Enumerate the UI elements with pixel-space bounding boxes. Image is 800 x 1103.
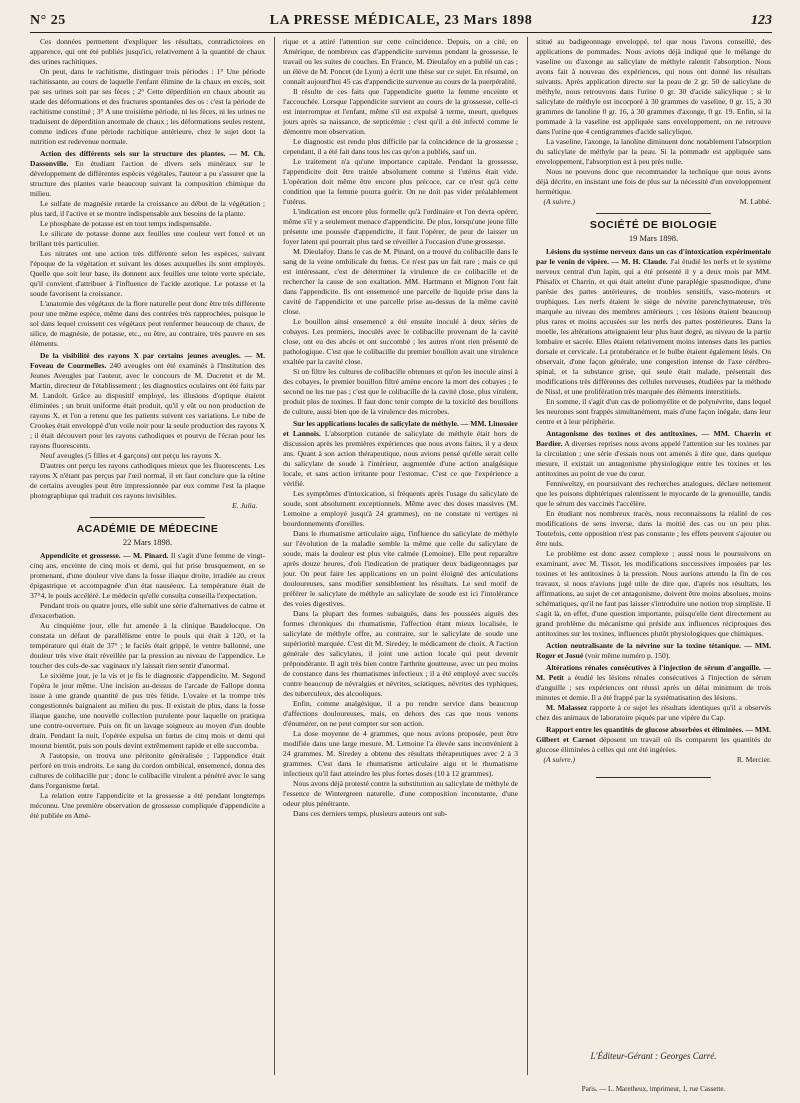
paragraph: En étudiant nos nombreux tracés, nous reconnaissons la réalité de ces modifications de sens inverse, dans la moitié des cas ou un peu plus. Toutefois, cette opposition n'est pas constante ; les effets peuvent s'ajouter ou être nuls.	[536, 509, 771, 548]
journal-title: LA PRESSE MÉDICALE, 23 Mars 1898	[269, 13, 533, 28]
to-be-continued: (A suivre.)	[543, 197, 575, 206]
article-text: En étudiant l'action de divers sels minéraux sur le développement de différentes espèces végétales, l'auteur a pu s'assurer que la structure des plantes varie beaucoup suivant la composition chimique du milieu.	[30, 159, 265, 198]
article-title: Action des différents sels sur la structure des plantes. — M. Ch. Dassonville.	[30, 149, 265, 168]
signature: R. Mercier.	[736, 755, 771, 764]
paragraph: L'indication est encore plus formelle qu'à l'ordinaire et l'on devra opérer, même s'il y a seulement menace d'appendicite. De plus, lorsqu'une jeune fille présente une poussée d'appendicite, il faut l'opérer, de peur de laisser un foyer latent qui pourrait plus tard se réveiller à l'occasion d'une grossesse.	[283, 207, 518, 246]
page-header	[30, 12, 772, 33]
paragraph: Le problème est donc assez complexe ; aussi nous le poursuivons en examinant, avec M. Tissot, les modifications successives imposées par les toxines et les antitoxines à la pression. Nous aurions attendu la fin de ces travaux, si nous n'avions jugé utile de dire que, d'après nos résultats, les affirmations, au sujet de cet antagonisme, doivent être moins absolues, moins schématiques, qu'il ne faut pas laisser s'introduire une notion trop simpliste. Il s'agit là, en effet, d'une question importante, puisqu'elle tient directement au grand problème du mécanisme qui préside aux influences réciproques des antitoxines sur les toxines, influences plutôt physiologiques que chimiques.	[536, 549, 771, 638]
paragraph: La vaseline, l'axonge, la lanoline diminuent donc notablement l'absorption du salicylate de méthyle par la peau. Si la pommade est appliquée sans enveloppement, l'absorption est à peu près nulle.	[536, 137, 771, 166]
section-rule	[90, 517, 205, 518]
paragraph: A l'autopsie, on trouva une péritonite généralisée ; l'appendice était perforé en trois endroits. Le sang du cordon ombilical, ensemencé, donna des cultures de colibacille pur ; donc le colibacille virulent a pénétré avec le sang dans l'organisme fœtal.	[30, 751, 265, 790]
article	[30, 551, 265, 601]
column-2	[283, 37, 518, 819]
section-date: 22 Mars 1898.	[122, 537, 173, 547]
paragraph: Le silicate de potasse donne aux feuilles une couleur vert foncé et un brillant très particulier.	[30, 229, 265, 248]
paragraph: Dans la plupart des formes subaiguës, dans les poussées aiguës des formes chroniques du rhumatisme, l'affection étant mieux localisée, le salicylate de méthyle offre, au contraire, sur le salicylate de soude une supériorité marquée. C'est dit M. Siredey, le médicament de choix. A l'action générale des salicylates, il joint une action locale qui peut devenir prépondérante. Il agit très bien contre l'arthrite goutteuse, avec un peu moins de constance dans les rhumatismes infectieux ; il a été employé avec succès contre beaucoup de névralgies et névrites, sciatiques, névrites des typhiques, des tuberculeux, des alcooliques.	[283, 609, 518, 698]
section-heading-society: SOCIÉTÉ DE BIOLOGIE	[589, 219, 718, 231]
section-heading-academy: ACADÉMIE DE MÉDECINE	[76, 523, 219, 535]
section-rule	[596, 213, 711, 214]
article-title: Lésions du système nerveux dans un cas d'intoxication expérimentale par le venin de vipère. — M. H. Claude.	[536, 247, 771, 266]
paragraph: La dose moyenne de 4 grammes, que nous avions proposée, peut être modifiée dans une large mesure. M. Lemoine l'a élevée sans inconvénient à 24 grammes. M. Siredey a obtenu des résultats thérapeutiques avec 2 à 3 grammes. C'est dans le rhumatisme articulaire aigu et le rhumatisme infectieux qu'il faut atteindre les plus fortes doses (10 à 12 grammes).	[283, 729, 518, 778]
article-text: déposent un travail où ils comparent les quantités de glucose éliminées à celles qui ont été ingérées.	[536, 735, 771, 754]
paragraph: Au cinquième jour, elle fut amenée à la clinique Baudelocque. On constata un défaut de parallélisme entre le pouls qui était à 120, et la température qui était de 37° ; le faciès était grippé, le ventre ballonné, une douleur très vive était réveillée par la pression au niveau de l'appendice. Le toucher des culs-de-sac vaginaux n'y laissait rien sentir d'anormal.	[30, 621, 265, 670]
article-text: (voir même numéro p. 150).	[585, 651, 671, 660]
paragraph: M. Dieulafoy. Dans le cas de M. Pinard, on a trouvé du colibacille dans le sang de la veine ombilicale du fœtus. Ce n'est pas un fait rare ; mais ce qui est intéressant, c'est de déterminer la virulence de ce colibacille et de rechercher la cause de son exaltation. MM. Hartmann et Mignon l'ont fait dans l'appendicite. Ils ont ensemencé une parcelle de liquide prise dans la cavité de l'appendicite et une parcelle prise au-dessus de la même cavité close.	[283, 247, 518, 316]
paragraph: Le bouillon ainsi ensemencé a été ensuite inoculé à deux séries de cobayes. Les premiers, inoculés avec le colibacille provenant de la cavité close, ont eu des abcès et ont succombé ; les autres n'ont rien présenté de pathologique. C'est que le colibacille du premier bouillon avait une virulence exaltée par la cavité close.	[283, 317, 518, 366]
paragraph: Si on filtre les cultures de colibacille obtenues et qu'on les inocule ainsi à des cobayes, le premier bouillon filtré amène encore la mort des cobayes ; le second ne les tue pas ; c'est que le colibacille de la cavité close, plus virulent, produit plus de toxines. Il faut donc tenir compte de la toxicité des bouillons de culture, aussi bien que de la virulence des microbes.	[283, 367, 518, 416]
article	[536, 663, 771, 703]
paragraph: En somme, il s'agit d'un cas de poliomyélite et de polynévrite, dans lequel les neurones sont frappés simultanément, mais d'une façon inégale, dans leur centre et à leur périphérie.	[536, 397, 771, 426]
paragraph: L'anatomie des végétaux de la flore naturelle peut donc être très différente pour une même espèce, même dans des contrées très rapprochées, puisque le sol dans lequel croissent ces végétaux peut renfermer beaucoup de chaux, de silice, de magnésie, de potasse, etc., ou être, au contraire, très pauvre en ses éléments.	[30, 299, 265, 348]
column-1	[30, 37, 265, 821]
paragraph: Le diagnostic est rendu plus difficile par la coïncidence de la grossesse ; cependant, il a été fait dans tous les cas qu'on a publiés, sauf un.	[283, 137, 518, 156]
paragraph: Les nitrates ont une action très différente selon les espèces, suivant l'époque de la végétation et suivant les doses auxquelles ils sont employés. Quelle que soit leur base, ils donnent aux feuilles une teinte verte spéciale, qu'il convient d'attribuer à l'influence de l'acide azotique. Le potasse et la soude favorisent la croissance.	[30, 249, 265, 298]
section-date: 19 Mars 1898.	[628, 233, 679, 243]
paragraph: Nous avons déjà protesté contre la substitution au salicylate de méthyle de l'essence de Wintergreen naturelle, d'une composition inconstante, d'une odeur plus pénétrante.	[283, 779, 518, 808]
column-divider	[274, 37, 275, 1075]
article-title: M. Malassez	[546, 703, 588, 712]
article-title: Altérations rénales consécutives à l'injection de sérum d'anguille. — M. Petit	[536, 663, 771, 682]
paragraph: Nous ne pouvons donc que recommander la technique que nous avons déjà décrite, en insistant une fois de plus sur la nécessité d'un enveloppement hermétique.	[536, 167, 771, 196]
article-title: Sur les applications locales de salicylate de méthyle. — MM. Linossier et Lannois.	[283, 419, 518, 438]
article	[536, 429, 771, 479]
article-text: rapporte à ce sujet les résultats identiques qu'il a observés chez des animaux de laboratoire piqués par une vipère du Cap.	[536, 703, 771, 722]
article-text: L'absorption cutanée de salicylate de méthyle était hors de discussion après les premières expériences que nous avons faites, il y a deux ans. Quant à son action thérapeutique, nous avions pensé qu'elle serait celle du salicylate de soude à l'intérieur, augmentée d'une action analgésique locale, et sans action irritante pour l'estomac. C'est ce que l'expérience a vérifié.	[283, 429, 518, 488]
article-text: J'ai étudié les nerfs et le système nerveux central d'un lapin, qui a été présenté il y a deux mois par MM. Phisalix et Charrin, et qui était atteint d'une paraplégie spasmodique, d'une parésie des pattes antérieures, de troubles sensitifs, vaso-moteurs et trophiques. Les nerfs étaient le siège de névrite parenchymateuse, très marquée au niveau des membres antérieurs ; ces lésions étaient beaucoup plus rares et moins accusées sur les nerfs des pattes postérieures. Dans la moelle, les altérations atteignaient leur plus haut degré, au niveau de la partie lombaire et sacrée. Elles étaient relativement moins intenses dans les parties dorsale et cervicale. La protubérance et le bulbe étaient également lésés. On observait, d'une façon générale, une congestion intense de l'axe cérébro-spinal, et la substance grise, qui seule était malade, présentait des modifications très différentes des cellules nerveuses, étudiées par la méthode de Nissl, et une prolifération très marquée des éléments interstitiels.	[536, 257, 771, 396]
article	[30, 149, 265, 199]
article	[536, 247, 771, 397]
paragraph: Le sixième jour, je la vis et je fis le diagnostic d'appendicite. M. Segond l'opéra le jour même. Une incision au-dessus de l'arcade de Fallope donna issue à une grande quantité de pus très fétide. L'ovaire et la trompe très congestionnés baignaient au milieu du pus. Il existait de plus, dans la fosse iliaque gauche, une nouvelle collection purulente pour laquelle on pratiqua une contre-ouverture. Puis on fit un lavage soigneux au moyen d'un double drain. Pendant la nuit, l'opérée expulsa un fœtus de cinq mois et demi qui mourut bientôt, puis son pouls devint extrêmement rapide et elle succomba.	[30, 671, 265, 750]
article-text: A diverses reprises nous avons appelé l'attention sur les toxines par la circulation ; une série d'essais nous ont amenés à dire que, dans quelque mesure, il existait un antagonisme physiologique entre les toxines et les antitoxines au point de vue du cœur.	[536, 439, 771, 478]
paragraph: stitué au badigeonnage enveloppé, tel que nous l'avons conseillé, des applications de pommades. Nous avions déjà indiqué que le mélange de vaseline ou d'axonge au salicylate de méthyle ralentit l'absorption. Nous avons fait à nouveau des expériences, qui nous ont donné les résultats suivants. Après application directe sur la peau de 2 gr. 50 de salicylate de méthyle, nous retrouvons dans l'urine 0 gr. 30 d'acide salicylique ; si le salicylate de méthyle est incorporé à 30 grammes de vaseline, 0 gr. 15, à 30 grammes de lanoline 0 gr. 16, à 30 grammes d'axonge, 0 gr. 19. Enfin, si la pommade à la vaseline est appliquée sans enveloppement, on ne retrouve dans l'urine que 4 centigrammes d'acide salicylique.	[536, 37, 771, 136]
article-title: Rapport entre les quantités de glucose absorbées et éliminées. — MM. Gilbert et Carnot	[536, 725, 771, 744]
paragraph: Le traitement n'a qu'une importance capitale. Pendant la grossesse, l'appendicite doit être traitée absolument comme si l'utérus était vide. L'opération doit même être encore plus précoce, car ce n'est qu'à cette condition que la femme pourra guérir. On ne doit pas vider préalablement l'utérus.	[283, 157, 518, 206]
issue-number: N° 25	[30, 13, 66, 28]
paragraph: Fenniweltzy, en poursuivant des recherches analogues, déclare nettement que les poisons diphtériques ralentissent le myocarde de la grenouille, tandis que le sérum des vaccinés l'accélère.	[536, 479, 771, 508]
signature: M. Labbé.	[739, 197, 771, 206]
section-rule	[596, 777, 711, 778]
paragraph: La relation entre l'appendicite et la grossesse a été pendant longtemps méconnu. Une première observation de grossesse compliquée d'appendicite a été publiée en Amé-	[30, 791, 265, 820]
article-title: Appendicite et grossesse. — M. Pinard.	[40, 551, 169, 560]
paragraph: On peut, dans le rachitisme, distinguer trois périodes : 1° Une période rachitissante, au cours de laquelle l'enfant élimine de la chaux en excès, soit par ses urines soit par ses fèces ; 2° Cette déperdition en chaux aboutit au stade des déformations et des fractures spontanées des os : c'est la période de rachitisme constitué ; 3° A une troisième période, ni les fèces, ni les urines ne traduisent de déperdition anormale de chaux ; les déformations seules restent, comme indices d'une période rachitique antérieure, chez le sujet dont la nutrition est redevenue normale.	[30, 67, 265, 146]
paragraph: Dans ces derniers temps, plusieurs auteurs ont sub-	[293, 809, 448, 818]
printer-line: Paris. — L. Maretheux, imprimeur, 1, rue Cassette.	[581, 1085, 726, 1093]
signature-line	[536, 755, 771, 765]
signature-line	[536, 197, 771, 207]
paragraph: Pendant trois ou quatre jours, elle subit une série d'alternatives de calme et d'exacerbation.	[30, 601, 265, 620]
article-title: De la visibilité des rayons X par certains jeunes aveugles. — M. Foveau de Courmelles.	[30, 351, 265, 370]
article	[536, 703, 771, 723]
editor-line: L'Éditeur-Gérant : Georges Carré.	[590, 1051, 717, 1061]
article-text: a étudié les lésions rénales consécutives à l'injection de sérum d'anguille ; ses expériences ont réussi après un délai minimum de trois minutes et demie. Il a été frappé par la systématisation des lésions.	[536, 673, 771, 702]
column-3	[536, 37, 771, 786]
paragraph: Dans le rhumatisme articulaire aigu, l'influence du salicylate de méthyle sur l'évolution de la maladie semble la même que celle du salicylate de soude, mais la douleur est plus vite calmée (Lemoine). Elle peut reparaître après douze heures, d'où l'indication de pratiquer deux badigeonnages par jour. On peut faire les applications en un point éloigné des articulations douloureuses, sans modifier sensiblement les résultats. Le seul motif de préférer le salicylate de méthyle au salicylate de soude est ici l'intolérance des voies digestives.	[283, 529, 518, 608]
article-text: 240 aveugles ont été examinés à l'Institution des Jeunes Aveugles par l'auteur, avec le concours de M. Ducretet et de M. Martin, directeur de l'établissement ; les diagnostics oculaires ont été faits par M. Landolt. Grâce au dispositif employé, les illusions d'optique étaient éliminées ; un bruit uniforme était produit, qu'il y eût ou non production de rayons X, et l'on a retenu que les patients suivent ces variations. Le tube de Crookes était enveloppé d'un voile noir pour la seule production des rayons X ; il était découvert pour les rayons cathodiques et pourvu de l'écran pour les rayons fluorescents.	[30, 361, 265, 450]
article	[283, 419, 518, 489]
paragraph: Neuf aveugles (5 filles et 4 garçons) ont perçu les rayons X.	[40, 451, 222, 460]
article-title: Action neutralisante de la névrine sur la toxine tétanique. — MM. Roger et Josué	[536, 641, 771, 660]
article	[536, 641, 771, 661]
paragraph: D'autres ont perçu les rayons cathodiques mieux que les fluorescents. Les rayons X n'étant pas perçus par l'œil normal, il en faut conclure que la rétine de certains aveugles peut être impressionnée par eux comme l'est la plaque photographique qui traduit ces rayons invisibles.	[30, 461, 265, 500]
article	[536, 725, 771, 755]
to-be-continued: (A suivre.)	[543, 755, 575, 764]
paragraph: Ces données permettent d'expliquer les résultats, contradictoires en apparence, qui ont été publiés jusqu'ici, relativement à la quantité de chaux des urines rachitiques.	[30, 37, 265, 66]
paragraph: rique et a attiré l'attention sur cette coïncidence. Depuis, on a cité, en Amérique, de nombreux cas d'appendicite survenus pendant la grossesse, le travail ou les suites de couches. En France, M. Dieulafoy en a publié un cas ; un élève de M. Poncet (de Lyon) a écrit une thèse sur ce sujet. En résumé, on connaît aujourd'hui 45 cas d'appendicite survenue au cours de la puerpéralité.	[283, 37, 518, 86]
article	[30, 351, 265, 451]
paragraph: Il résulte de ces faits que l'appendicite guette la femme enceinte et l'accouchée. Lorsque l'appendicite survient au cours de la grossesse, celle-ci est interrompue et l'enfant, même s'il est expulsé à terme, meurt, quelques jours après sa naissance, de septicémie : c'est qu'il a été infecté comme le démontre mon observation.	[283, 87, 518, 136]
signature: E. Julia.	[232, 501, 258, 510]
paragraph: Enfin, comme analgésique, il a pu rendre service dans beaucoup d'affections douloureuses, mais, en dehors des cas que nous venons d'énumérer, on ne peut compter sur son action.	[283, 699, 518, 728]
column-divider	[527, 37, 528, 1075]
paragraph: Le phosphate de potasse est en tout temps indispensable.	[40, 219, 212, 228]
paragraph: Le sulfate de magnésie retarde la croissance au début de la végétation ; plus tard, il l'active et se montre indispensable aux besoins de la plante.	[30, 199, 265, 218]
page-number: 123	[751, 13, 772, 28]
paragraph: Les symptômes d'intoxication, si fréquents après l'usage du salicylate de soude, sont absolument exceptionnels. Même avec des doses massives (M. Lemoine a employé jusqu'à 24 grammes), on ne constate ni vertiges ni bourdonnements d'oreilles.	[283, 489, 518, 528]
article-text: Il s'agit d'une femme de vingt-cinq ans, enceinte de cinq mois et demi, qui fut prise brusquement, en se promenant, d'une douleur vive dans la fosse iliaque droite, irradiée au creux épigastrique et accompagnée d'un état nauséeux. La température était de 37°4, le pouls accéléré. Le médecin qu'elle consulta conseilla l'expectation.	[30, 551, 266, 600]
article-title: Antagonisme des toxines et des antitoxines. — MM. Charrin et Bardier.	[536, 429, 771, 448]
